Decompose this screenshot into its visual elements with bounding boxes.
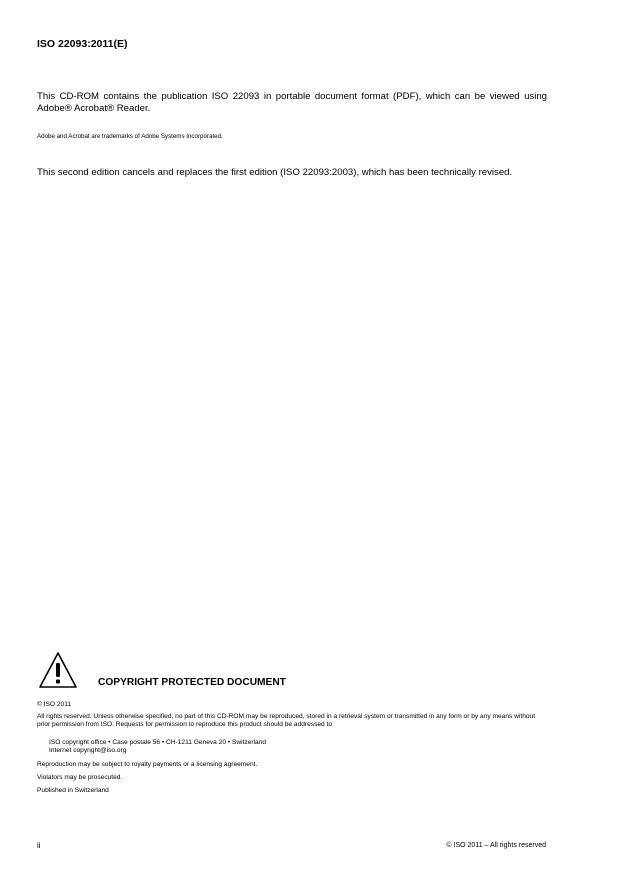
footer-rights: © ISO 2011 – All rights reserved [446,842,546,849]
reproduction-note: Reproduction may be subject to royalty payments or a licensing agreement. [37,761,258,768]
copyright-year: © ISO 2011 [37,701,72,708]
published-note: Published in Switzerland [37,787,109,794]
copyright-office-address [49,739,549,756]
document-header-id: ISO 22093:2011(E) [37,38,128,50]
violators-note: Violators may be prosecuted. [37,774,123,781]
internet-line: Internet copyright@iso.org [49,747,127,755]
page-number: ii [37,841,41,850]
rights-statement: All rights reserved. Unless otherwise specified, no part of this CD-ROM may be reproduced, stored in a retrieval system or transmitted in any form or by any means without prior permission from ISO. Requests for permission to reproduce this product should be addressed to [37,713,536,729]
trademark-note: Adobe and Acrobat are trademarks of Adobe Systems Incorporated. [37,133,223,140]
cdrom-description-paragraph: This CD-ROM contains the publication ISO 22093 in portable document format (PDF), which can be viewed using Adobe® Acrobat® Reader. [37,91,547,114]
warning-icon [38,651,78,689]
office-line: ISO copyright office • Case postale 56 • CH-1211 Geneva 20 • Switzerland [49,739,267,746]
copyright-title: COPYRIGHT PROTECTED DOCUMENT [98,677,286,688]
edition-note-paragraph: This second edition cancels and replaces the first edition (ISO 22093:2003), which has been technically revised. [37,167,513,178]
